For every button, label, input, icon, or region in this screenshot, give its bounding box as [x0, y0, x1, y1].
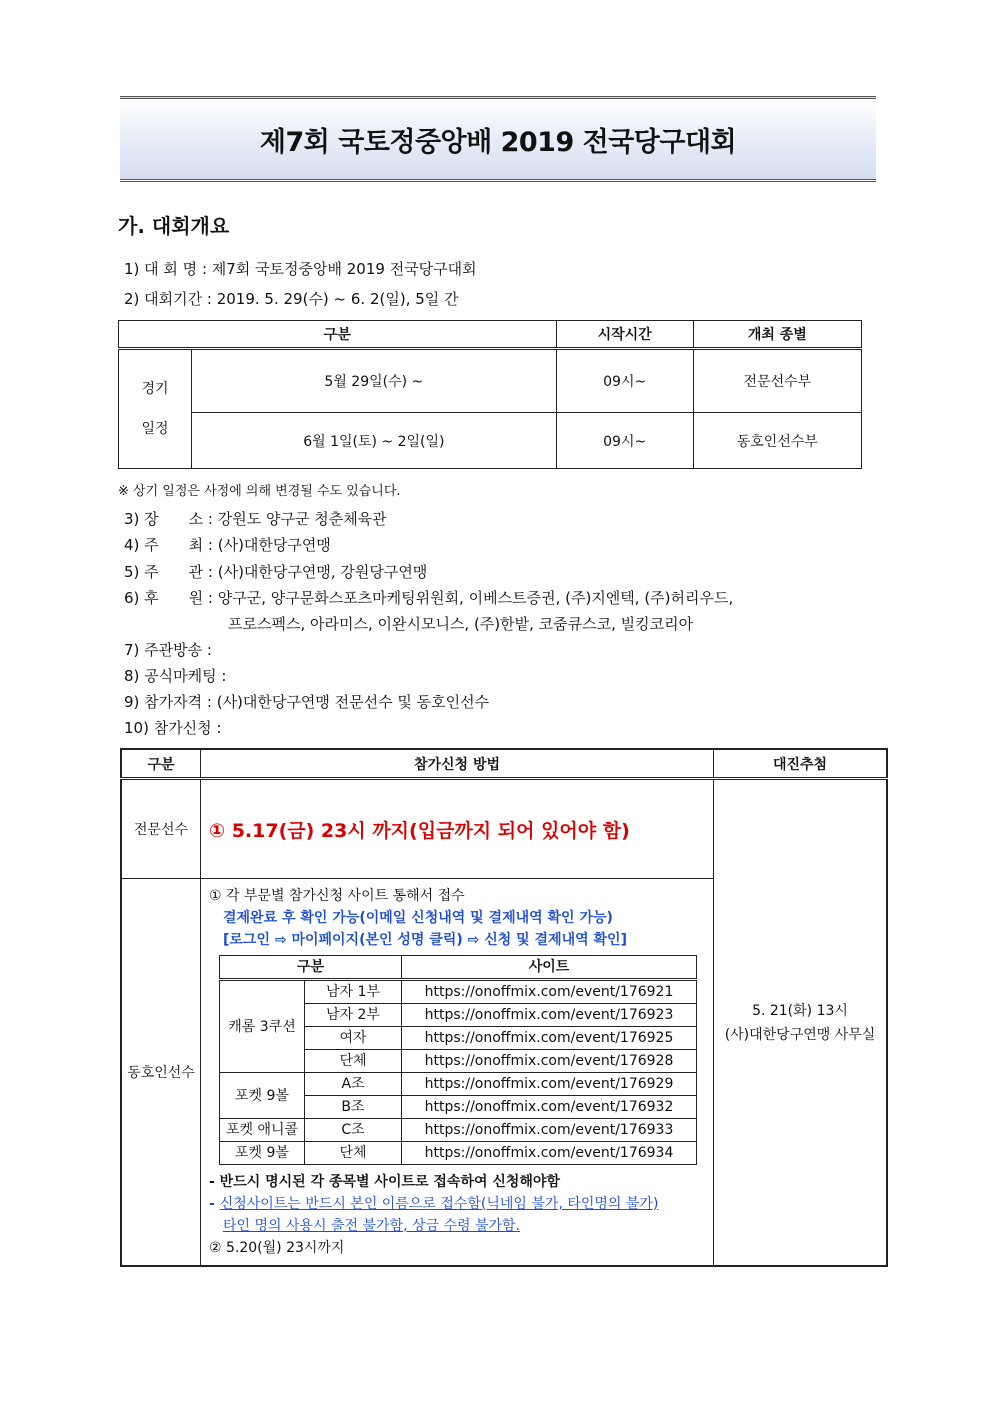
- item-marketing: 8) 공식마케팅 :: [124, 667, 227, 685]
- amateur-method: [201, 879, 714, 1267]
- site-url[interactable]: https://onoffmix.com/event/176928: [402, 1050, 697, 1073]
- item-sponsors: 6) 후 원 : 양구군, 양구문화스포츠마케팅위원회, 이베스트증권, (주)지엔텍, (주)허리우드,: [124, 589, 734, 607]
- site-sub: C조: [305, 1119, 402, 1142]
- schedule-header-time: 시작시간: [556, 321, 693, 349]
- notice-other-name: 타인 명의 사용시 출전 불가함, 상금 수령 불가함.: [223, 1218, 521, 1234]
- notice-own-name-text: 신청사이트는 반드시 본인 이름으로 접수함(닉네임 불가, 타인명의 불가): [219, 1196, 659, 1212]
- schedule-label-cell: [119, 349, 192, 469]
- apply-header-method: 참가신청 방법: [201, 749, 714, 779]
- amateur-step1-note: 결제완료 후 확인 가능(이메일 신청내역 및 결제내역 확인 가능): [223, 910, 613, 926]
- site-group-annie: 포켓 애니콜: [220, 1119, 305, 1142]
- item-sponsors-cont: 프로스펙스, 아라미스, 이완시모니스, (주)한밭, 코줌큐스코, 빌킹코리아: [228, 615, 694, 633]
- site-header-url: 사이트: [402, 956, 697, 980]
- site-sub: 남자 2부: [305, 1004, 402, 1027]
- apply-header-draw: 대진추첨: [714, 749, 888, 779]
- site-url[interactable]: https://onoffmix.com/event/176932: [402, 1096, 697, 1119]
- schedule-time: 09시~: [556, 413, 693, 469]
- apply-header-category: 구분: [121, 749, 201, 779]
- application-table: [120, 748, 888, 1267]
- notice-dash: -: [209, 1196, 220, 1212]
- item-event-name: 1) 대 회 명 : 제7회 국토정중앙배 2019 전국당구대회: [124, 260, 477, 278]
- site-sub: 단체: [305, 1142, 402, 1165]
- site-url[interactable]: https://onoffmix.com/event/176923: [402, 1004, 697, 1027]
- amateur-deadline: ② 5.20(월) 23시까지: [209, 1240, 345, 1256]
- site-url[interactable]: https://onoffmix.com/event/176921: [402, 980, 697, 1004]
- item-broadcast: 7) 주관방송 :: [124, 641, 212, 659]
- schedule-header-type: 개최 종별: [693, 321, 861, 349]
- notice-site-required: - 반드시 명시된 각 종목별 사이트로 접속하여 신청해야함: [209, 1174, 560, 1190]
- draw-cell: [714, 779, 888, 1267]
- site-sub: 단체: [305, 1050, 402, 1073]
- site-sub: A조: [305, 1073, 402, 1096]
- item-event-period: 2) 대회기간 : 2019. 5. 29(수) ~ 6. 2(일), 5일 간: [124, 290, 459, 308]
- item-organizer: 5) 주 관 : (사)대한당구연맹, 강원당구연맹: [124, 563, 428, 581]
- site-url[interactable]: https://onoffmix.com/event/176934: [402, 1142, 697, 1165]
- notice-own-name: [209, 1193, 705, 1215]
- schedule-date: 6월 1일(토) ~ 2일(일): [192, 413, 557, 469]
- site-sub: B조: [305, 1096, 402, 1119]
- draw-datetime: 5. 21(화) 13시: [752, 1002, 848, 1019]
- site-sub: 남자 1부: [305, 980, 402, 1004]
- pro-method: ① 5.17(금) 23시 까지(입금까지 되어 있어야 함): [201, 779, 714, 879]
- item-host: 4) 주 최 : (사)대한당구연맹: [124, 536, 331, 554]
- site-sub: 여자: [305, 1027, 402, 1050]
- amateur-label: 동호인선수: [121, 879, 201, 1267]
- document-title: 제7회 국토정중앙배 2019 전국당구대회: [259, 126, 737, 158]
- draw-location: (사)대한당구연맹 사무실: [724, 1026, 876, 1043]
- site-url[interactable]: https://onoffmix.com/event/176925: [402, 1027, 697, 1050]
- schedule-date: 5월 29일(수) ~: [192, 349, 557, 413]
- schedule-table: [118, 320, 862, 469]
- document-title-banner: [120, 96, 876, 182]
- amateur-step1-path: [로그인 ⇨ 마이페이지(본인 성명 클릭) ⇨ 신청 및 결제내역 확인]: [223, 932, 627, 948]
- item-eligibility: 9) 참가자격 : (사)대한당구연맹 전문선수 및 동호인선수: [124, 693, 490, 711]
- schedule-header-category: 구분: [119, 321, 557, 349]
- site-header-category: 구분: [220, 956, 402, 980]
- site-url[interactable]: https://onoffmix.com/event/176929: [402, 1073, 697, 1096]
- pro-label: 전문선수: [121, 779, 201, 879]
- schedule-label-bottom: 일정: [141, 421, 169, 437]
- section-heading: 가. 대회개요: [118, 214, 230, 238]
- site-group-pocket9b: 포켓 9볼: [220, 1142, 305, 1165]
- schedule-type: 동호인선수부: [693, 413, 861, 469]
- site-group-pocket9: 포켓 9볼: [220, 1073, 305, 1119]
- schedule-time: 09시~: [556, 349, 693, 413]
- schedule-type: 전문선수부: [693, 349, 861, 413]
- item-application: 10) 참가신청 :: [124, 719, 222, 737]
- item-venue: 3) 장 소 : 강원도 양구군 청춘체육관: [124, 510, 387, 528]
- site-group-carom: 캐롬 3쿠션: [220, 980, 305, 1073]
- schedule-label-top: 경기: [141, 381, 169, 397]
- amateur-step1: ① 각 부문별 참가신청 사이트 통해서 접수: [209, 888, 465, 904]
- site-table: [219, 955, 697, 1165]
- site-url[interactable]: https://onoffmix.com/event/176933: [402, 1119, 697, 1142]
- schedule-note: ※ 상기 일정은 사정에 의해 변경될 수도 있습니다.: [118, 484, 401, 499]
